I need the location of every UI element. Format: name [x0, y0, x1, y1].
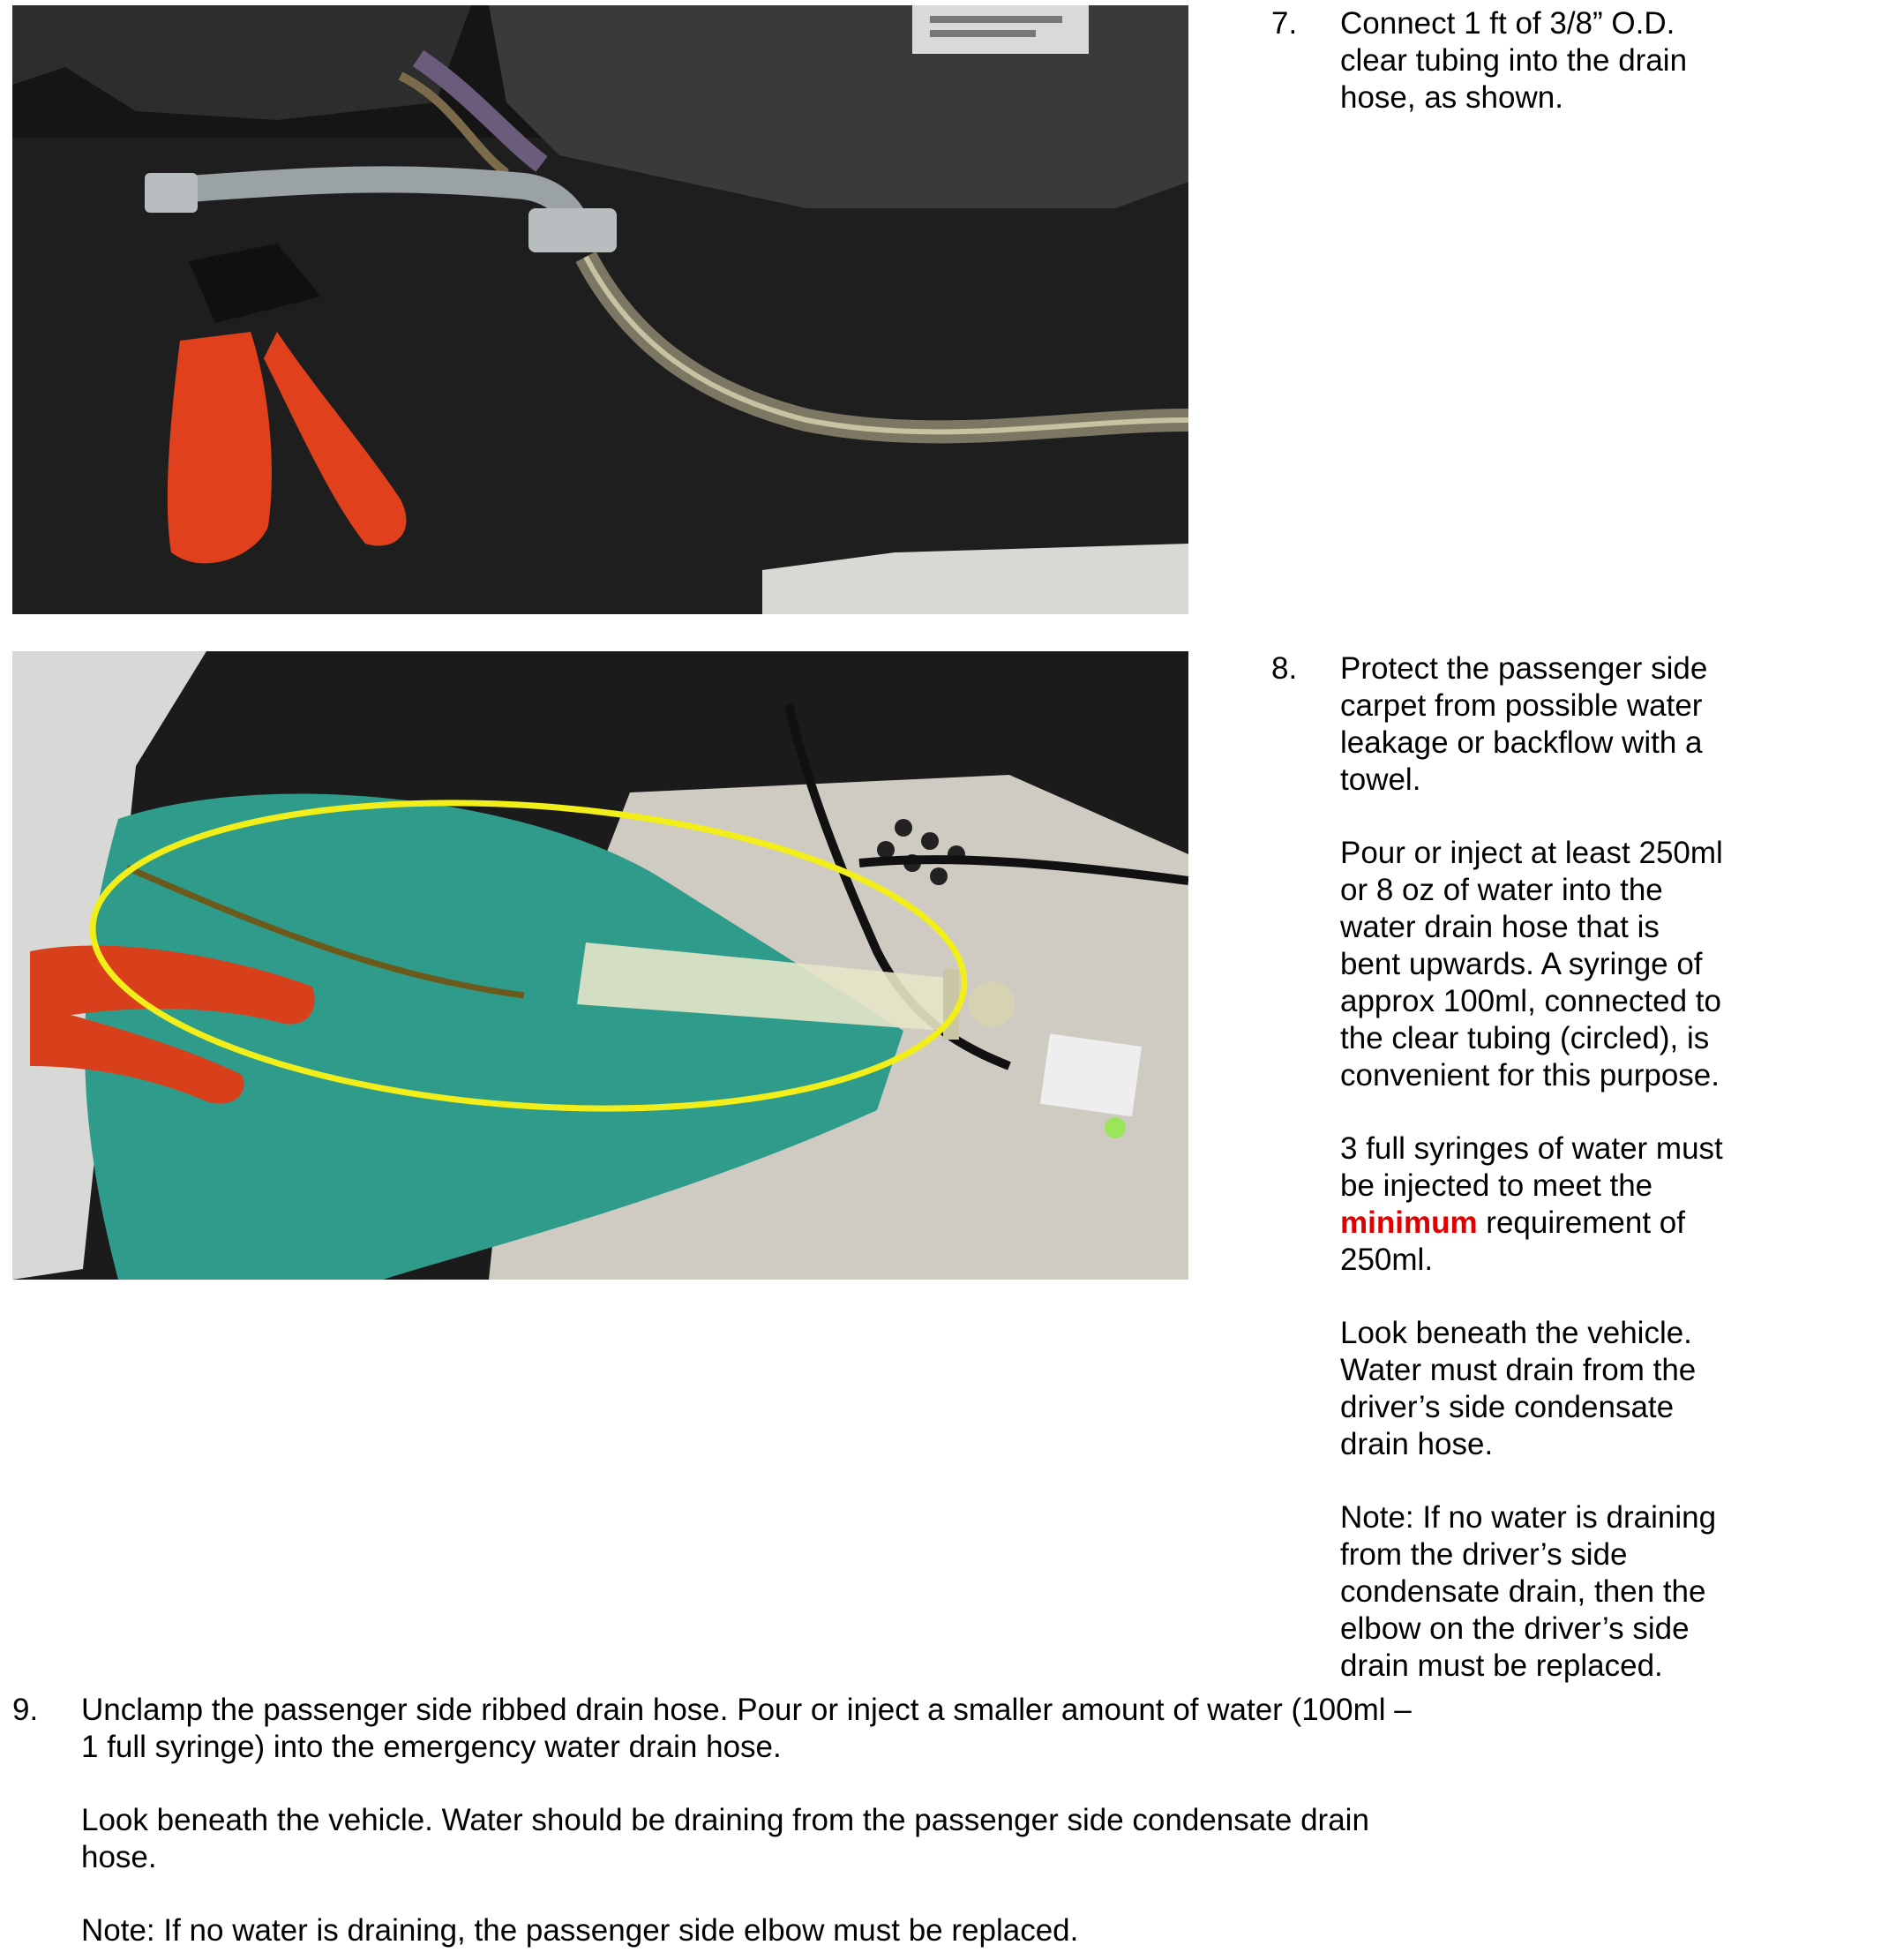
text-line: Note: If no water is draining	[1340, 1500, 1717, 1535]
step-number: 9.	[12, 1693, 39, 1727]
paragraph	[1340, 5, 1687, 116]
text-line: approx 100ml, connected to	[1340, 984, 1721, 1018]
text-fragment: requirement of	[1477, 1205, 1685, 1240]
step-number: 7.	[1271, 6, 1298, 41]
paragraph-syringes	[1340, 1130, 1723, 1279]
paragraph-look-beneath	[1340, 1315, 1723, 1463]
text-line: Pour or inject at least 250ml	[1340, 836, 1723, 870]
text-line: Look beneath the vehicle. Water should be draining from the passenger side condensate drain	[81, 1803, 1369, 1837]
photo-1-illustration	[12, 5, 1188, 614]
text-line: hose.	[81, 1840, 157, 1874]
text-line: leakage or backflow with a	[1340, 725, 1703, 760]
photo-2-illustration	[12, 651, 1188, 1280]
paragraph-protect	[1340, 650, 1723, 799]
text-line: 250ml.	[1340, 1243, 1434, 1277]
text-line: drain must be replaced.	[1340, 1648, 1663, 1683]
text-line: bent upwards. A syringe of	[1340, 947, 1703, 981]
photo-syringe-towel	[12, 651, 1188, 1280]
step-text	[81, 1692, 1846, 1949]
paragraph-pour	[1340, 835, 1723, 1094]
text-line: Connect 1 ft of 3/8” O.D.	[1340, 6, 1675, 41]
step-text	[1340, 5, 1687, 116]
step-text	[1340, 650, 1723, 1685]
text-line: towel.	[1340, 762, 1421, 797]
text-line: driver’s side condensate	[1340, 1390, 1675, 1424]
text-line: Water must drain from the	[1340, 1353, 1697, 1387]
step-number: 8.	[1271, 651, 1298, 686]
text-line: drain hose.	[1340, 1427, 1494, 1461]
text-line: from the driver’s side	[1340, 1537, 1628, 1572]
text-line: the clear tubing (circled), is	[1340, 1021, 1710, 1055]
text-line: elbow on the driver’s side	[1340, 1611, 1690, 1646]
text-line: carpet from possible water	[1340, 688, 1703, 723]
paragraph-note	[1340, 1499, 1723, 1685]
text-line: convenient for this purpose.	[1340, 1058, 1720, 1093]
paragraph-look-beneath	[81, 1802, 1846, 1876]
text-line: or 8 oz of water into the	[1340, 873, 1663, 907]
text-line	[1340, 1205, 1723, 1242]
photo-tubing-connection	[12, 5, 1188, 614]
text-line: Protect the passenger side	[1340, 651, 1708, 686]
text-line: 1 full syringe) into the emergency water drain hose.	[81, 1730, 782, 1764]
paragraph-note	[81, 1912, 1846, 1949]
text-line: 3 full syringes of water must	[1340, 1131, 1723, 1166]
emphasis-minimum: minimum	[1340, 1205, 1478, 1240]
text-line: water drain hose that is	[1340, 910, 1660, 944]
text-line: be injected to meet the	[1340, 1168, 1653, 1203]
text-line: clear tubing into the drain	[1340, 43, 1688, 78]
text-line: Look beneath the vehicle.	[1340, 1316, 1692, 1350]
text-line: hose, as shown.	[1340, 80, 1563, 115]
text-line: condensate drain, then the	[1340, 1574, 1706, 1609]
text-line: Unclamp the passenger side ribbed drain hose. Pour or inject a smaller amount of water (100ml –	[81, 1693, 1412, 1727]
paragraph-unclamp	[81, 1692, 1846, 1766]
text-line: Note: If no water is draining, the passenger side elbow must be replaced.	[81, 1913, 1079, 1948]
